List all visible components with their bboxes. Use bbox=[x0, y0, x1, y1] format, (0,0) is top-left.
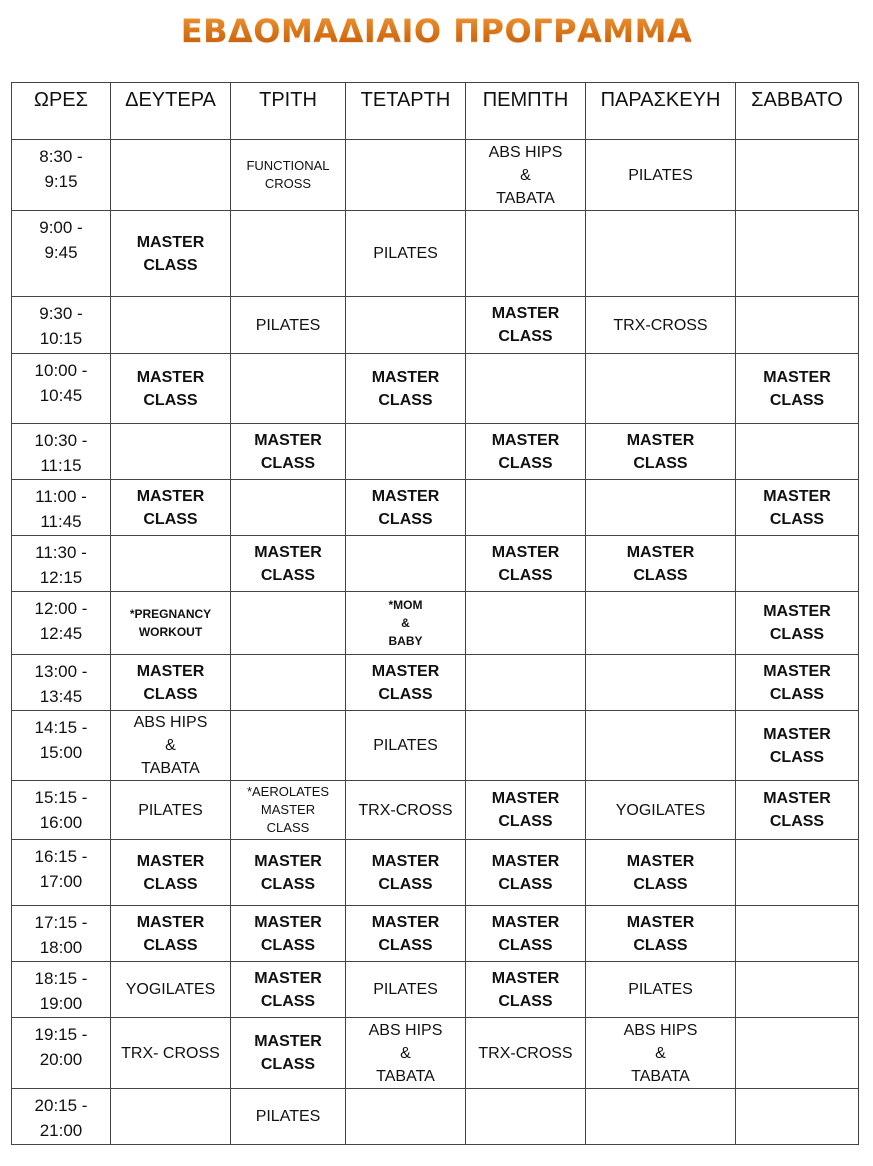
time-slot bbox=[12, 962, 111, 1018]
class-name: *MOM & BABY bbox=[388, 598, 423, 648]
class-cell bbox=[736, 424, 859, 480]
class-name: MASTER CLASS bbox=[763, 603, 831, 643]
schedule-row bbox=[12, 840, 859, 906]
class-cell bbox=[231, 297, 346, 354]
class-name: MASTER CLASS bbox=[763, 487, 831, 528]
time-slot-label: 20:15 - 21:00 bbox=[34, 1096, 88, 1140]
page-title: ΕΒΔΟΜΑΔΙΑΙΟ ΠΡΟΓΡΑΜΜΑ bbox=[0, 12, 873, 50]
column-header: ΠΑΡΑΣΚΕΥΗ bbox=[586, 83, 736, 140]
class-cell bbox=[736, 536, 859, 592]
class-cell bbox=[231, 1089, 346, 1145]
class-cell bbox=[466, 1089, 586, 1145]
class-name: MASTER CLASS bbox=[763, 368, 831, 409]
class-name: MASTER CLASS bbox=[254, 852, 322, 893]
class-name: MASTER CLASS bbox=[136, 913, 205, 954]
class-cell bbox=[586, 655, 736, 711]
time-slot bbox=[12, 140, 111, 211]
class-cell bbox=[231, 711, 346, 781]
class-cell bbox=[346, 592, 466, 655]
class-cell bbox=[586, 424, 736, 480]
class-cell bbox=[231, 592, 346, 655]
class-cell bbox=[736, 140, 859, 211]
class-cell bbox=[346, 781, 466, 840]
class-cell bbox=[231, 211, 346, 297]
class-cell bbox=[346, 711, 466, 781]
class-name: MASTER CLASS bbox=[254, 913, 322, 954]
column-header: ΩΡΕΣ bbox=[12, 83, 111, 140]
class-name: PILATES bbox=[628, 166, 693, 184]
class-name: MASTER CLASS bbox=[254, 1033, 322, 1073]
class-cell bbox=[111, 781, 231, 840]
time-slot-label: 15:15 - 16:00 bbox=[34, 788, 88, 832]
time-slot-label: 11:00 - 11:45 bbox=[35, 487, 87, 531]
class-cell bbox=[111, 1018, 231, 1089]
class-name: MASTER CLASS bbox=[626, 431, 695, 472]
time-slot bbox=[12, 536, 111, 592]
class-name: ABS HIPS & TABATA bbox=[368, 1021, 443, 1085]
class-name: TRX-CROSS bbox=[478, 1044, 573, 1062]
class-cell bbox=[466, 211, 586, 297]
class-cell bbox=[231, 962, 346, 1018]
class-cell bbox=[466, 1018, 586, 1089]
class-name: MASTER CLASS bbox=[136, 852, 205, 893]
weekly-schedule-table bbox=[11, 82, 859, 1145]
class-cell bbox=[231, 480, 346, 536]
time-slot bbox=[12, 297, 111, 354]
column-header: ΠΕΜΠΤΗ bbox=[466, 83, 586, 140]
time-slot-label: 19:15 - 20:00 bbox=[34, 1025, 88, 1069]
time-slot-label: 17:15 - 18:00 bbox=[34, 913, 88, 957]
class-cell bbox=[466, 711, 586, 781]
class-cell bbox=[586, 211, 736, 297]
schedule-row bbox=[12, 1018, 859, 1089]
time-slot bbox=[12, 592, 111, 655]
schedule-row bbox=[12, 655, 859, 711]
class-cell bbox=[231, 906, 346, 962]
class-cell bbox=[111, 480, 231, 536]
class-name: MASTER CLASS bbox=[254, 969, 322, 1010]
class-cell bbox=[111, 711, 231, 781]
class-name: PILATES bbox=[138, 801, 203, 819]
schedule-row bbox=[12, 962, 859, 1018]
time-slot-label: 13:00 - 13:45 bbox=[34, 662, 88, 706]
class-cell bbox=[231, 536, 346, 592]
class-name: PILATES bbox=[373, 981, 438, 998]
class-name: YOGILATES bbox=[615, 801, 706, 819]
class-cell bbox=[586, 592, 736, 655]
class-cell bbox=[466, 840, 586, 906]
time-slot-label: 9:00 - 9:45 bbox=[39, 218, 83, 262]
class-cell bbox=[111, 354, 231, 424]
class-cell bbox=[346, 840, 466, 906]
class-cell bbox=[736, 962, 859, 1018]
class-cell bbox=[346, 536, 466, 592]
schedule-row bbox=[12, 592, 859, 655]
time-slot bbox=[12, 711, 111, 781]
class-cell bbox=[346, 480, 466, 536]
time-slot bbox=[12, 1018, 111, 1089]
time-slot-label: 10:00 - 10:45 bbox=[34, 361, 88, 405]
column-header: ΤΕΤΑΡΤΗ bbox=[346, 83, 466, 140]
class-cell bbox=[111, 840, 231, 906]
class-cell bbox=[586, 711, 736, 781]
class-cell bbox=[111, 962, 231, 1018]
class-name: ABS HIPS & TABATA bbox=[623, 1021, 698, 1085]
class-name: MASTER CLASS bbox=[491, 852, 560, 893]
class-cell bbox=[466, 424, 586, 480]
schedule-row bbox=[12, 480, 859, 536]
class-name: ABS HIPS & TABATA bbox=[488, 143, 563, 207]
class-name: MASTER CLASS bbox=[254, 543, 322, 584]
class-cell bbox=[346, 1018, 466, 1089]
schedule-row bbox=[12, 140, 859, 211]
class-name: MASTER CLASS bbox=[491, 790, 560, 830]
class-cell bbox=[586, 140, 736, 211]
class-cell bbox=[111, 655, 231, 711]
time-slot-label: 10:30 - 11:15 bbox=[34, 431, 88, 475]
header-row bbox=[12, 83, 859, 140]
class-name: MASTER CLASS bbox=[136, 487, 205, 528]
class-name: MASTER CLASS bbox=[136, 368, 205, 409]
class-name: *PREGNANCY WORKOUT bbox=[129, 607, 212, 639]
time-slot-label: 11:30 - 12:15 bbox=[35, 543, 87, 587]
class-name: MASTER CLASS bbox=[136, 662, 205, 703]
class-cell bbox=[231, 840, 346, 906]
class-name: MASTER CLASS bbox=[491, 543, 560, 584]
time-slot bbox=[12, 906, 111, 962]
time-slot-label: 18:15 - 19:00 bbox=[34, 969, 88, 1013]
class-name: MASTER CLASS bbox=[626, 913, 695, 954]
class-name: MASTER CLASS bbox=[371, 852, 440, 893]
class-cell bbox=[346, 140, 466, 211]
class-cell bbox=[586, 480, 736, 536]
class-cell bbox=[111, 592, 231, 655]
class-name: MASTER CLASS bbox=[491, 969, 560, 1010]
class-cell bbox=[466, 781, 586, 840]
class-name: *AEROLATES MASTER CLASS bbox=[246, 784, 330, 835]
class-cell bbox=[466, 140, 586, 211]
class-name: ABS HIPS & TABATA bbox=[133, 714, 208, 777]
class-name: TRX-CROSS bbox=[358, 801, 453, 819]
class-cell bbox=[736, 655, 859, 711]
class-cell bbox=[466, 592, 586, 655]
time-slot bbox=[12, 781, 111, 840]
class-cell bbox=[586, 297, 736, 354]
class-cell bbox=[346, 655, 466, 711]
class-cell bbox=[346, 354, 466, 424]
class-cell bbox=[736, 781, 859, 840]
class-cell bbox=[111, 536, 231, 592]
schedule-row bbox=[12, 536, 859, 592]
class-name: MASTER CLASS bbox=[371, 487, 440, 528]
class-cell bbox=[231, 424, 346, 480]
class-name: MASTER CLASS bbox=[491, 913, 560, 954]
class-cell bbox=[231, 354, 346, 424]
class-cell bbox=[231, 140, 346, 211]
class-cell bbox=[231, 1018, 346, 1089]
class-cell bbox=[586, 781, 736, 840]
class-cell bbox=[111, 906, 231, 962]
class-name: YOGILATES bbox=[125, 981, 216, 998]
class-name: MASTER CLASS bbox=[626, 543, 695, 584]
class-cell bbox=[466, 354, 586, 424]
class-name: MASTER CLASS bbox=[626, 852, 695, 893]
class-cell bbox=[586, 1089, 736, 1145]
class-name: MASTER CLASS bbox=[136, 233, 205, 274]
class-name: MASTER CLASS bbox=[371, 913, 440, 954]
schedule-row bbox=[12, 354, 859, 424]
class-name: PILATES bbox=[373, 737, 438, 754]
class-cell bbox=[346, 962, 466, 1018]
class-cell bbox=[466, 297, 586, 354]
class-cell bbox=[736, 1018, 859, 1089]
class-name: PILATES bbox=[255, 1108, 321, 1125]
column-header: ΤΡΙΤΗ bbox=[231, 83, 346, 140]
class-cell bbox=[231, 655, 346, 711]
class-cell bbox=[736, 480, 859, 536]
class-name: FUNCTIONAL CROSS bbox=[246, 158, 330, 191]
class-cell bbox=[586, 840, 736, 906]
class-cell bbox=[231, 781, 346, 840]
class-cell bbox=[466, 906, 586, 962]
time-slot-label: 14:15 - 15:00 bbox=[34, 718, 88, 762]
schedule-row bbox=[12, 211, 859, 297]
class-cell bbox=[586, 962, 736, 1018]
time-slot-label: 8:30 - 9:15 bbox=[39, 147, 83, 191]
class-cell bbox=[736, 840, 859, 906]
time-slot-label: 9:30 - 10:15 bbox=[39, 304, 83, 348]
schedule-row bbox=[12, 711, 859, 781]
schedule-row bbox=[12, 297, 859, 354]
class-cell bbox=[111, 211, 231, 297]
class-name: PILATES bbox=[255, 316, 321, 334]
time-slot bbox=[12, 354, 111, 424]
class-cell bbox=[466, 536, 586, 592]
class-name: MASTER CLASS bbox=[763, 790, 831, 830]
time-slot bbox=[12, 1089, 111, 1145]
class-cell bbox=[466, 962, 586, 1018]
class-cell bbox=[736, 297, 859, 354]
time-slot bbox=[12, 480, 111, 536]
class-cell bbox=[346, 424, 466, 480]
class-name: PILATES bbox=[628, 981, 693, 998]
schedule-row bbox=[12, 424, 859, 480]
class-name: MASTER CLASS bbox=[763, 725, 831, 766]
schedule-row bbox=[12, 1089, 859, 1145]
schedule-row bbox=[12, 906, 859, 962]
time-slot-label: 16:15 - 17:00 bbox=[34, 847, 88, 891]
class-cell bbox=[346, 297, 466, 354]
class-cell bbox=[111, 1089, 231, 1145]
class-cell bbox=[586, 354, 736, 424]
class-cell bbox=[346, 211, 466, 297]
class-cell bbox=[111, 424, 231, 480]
time-slot-label: 12:00 - 12:45 bbox=[34, 599, 88, 643]
class-name: MASTER CLASS bbox=[491, 431, 560, 472]
class-cell bbox=[586, 906, 736, 962]
class-name: MASTER CLASS bbox=[371, 368, 440, 409]
time-slot bbox=[12, 655, 111, 711]
time-slot bbox=[12, 211, 111, 297]
class-name: PILATES bbox=[373, 245, 438, 262]
class-name: MASTER CLASS bbox=[371, 662, 440, 703]
class-name: MASTER CLASS bbox=[763, 662, 831, 703]
class-cell bbox=[736, 1089, 859, 1145]
class-cell bbox=[586, 536, 736, 592]
class-cell bbox=[586, 1018, 736, 1089]
class-cell bbox=[111, 140, 231, 211]
time-slot bbox=[12, 424, 111, 480]
class-name: MASTER CLASS bbox=[254, 431, 322, 472]
class-cell bbox=[346, 906, 466, 962]
class-cell bbox=[736, 711, 859, 781]
class-cell bbox=[466, 480, 586, 536]
class-cell bbox=[736, 354, 859, 424]
class-cell bbox=[736, 906, 859, 962]
class-name: TRX- CROSS bbox=[121, 1044, 220, 1062]
class-cell bbox=[736, 211, 859, 297]
time-slot bbox=[12, 840, 111, 906]
class-cell bbox=[466, 655, 586, 711]
class-name: MASTER CLASS bbox=[491, 305, 560, 345]
schedule-row bbox=[12, 781, 859, 840]
column-header: ΔΕΥΤΕΡΑ bbox=[111, 83, 231, 140]
class-cell bbox=[346, 1089, 466, 1145]
class-name: TRX-CROSS bbox=[613, 316, 708, 334]
column-header: ΣΑΒΒΑΤΟ bbox=[736, 83, 859, 140]
class-cell bbox=[736, 592, 859, 655]
class-cell bbox=[111, 297, 231, 354]
